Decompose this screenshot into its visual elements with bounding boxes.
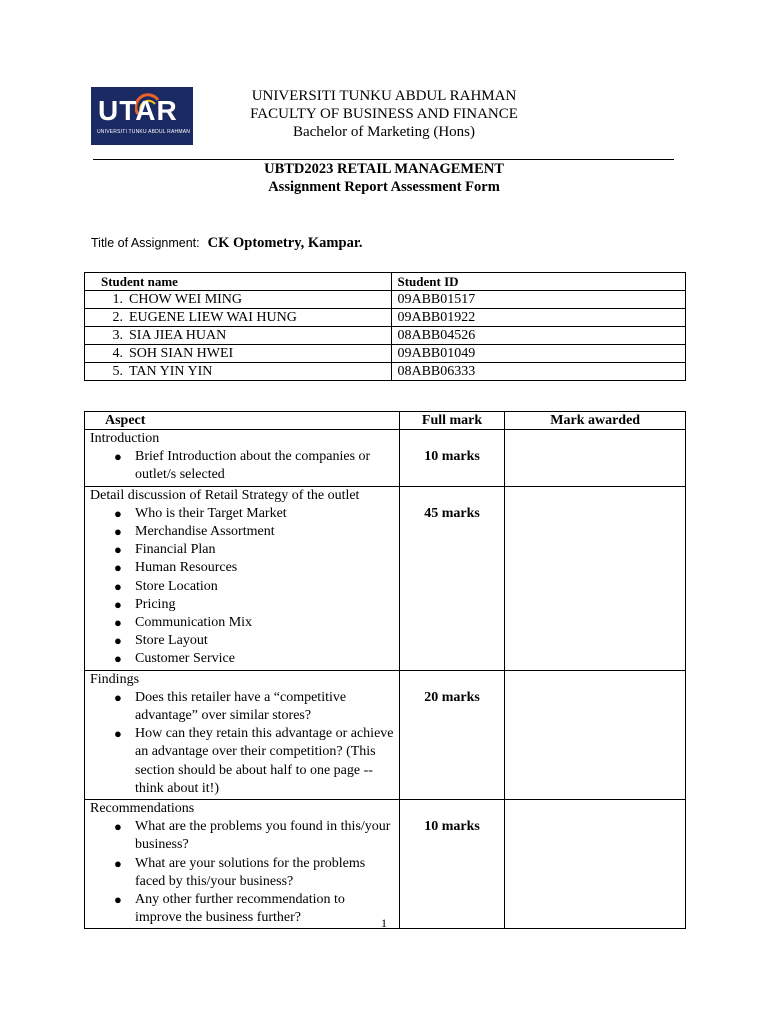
table-row	[85, 486, 686, 670]
student-name-cell	[85, 345, 392, 363]
list-item	[90, 578, 399, 596]
list-item	[90, 523, 399, 541]
bullet-icon: ●	[114, 542, 122, 558]
list-item	[90, 855, 399, 891]
student-name: SOH SIAN HWEI	[129, 346, 234, 361]
faculty-name: FACULTY OF BUSINESS AND FINANCE	[250, 106, 518, 122]
criterion-text: What are the problems you found in this/your business?	[135, 819, 391, 853]
criterion-text: Does this retailer have a “competitive advantage” over similar stores?	[135, 689, 347, 724]
criterion-text: Who is their Target Market	[135, 505, 287, 521]
full-mark-header: Full mark	[399, 412, 505, 430]
aspect-cell	[85, 670, 400, 799]
university-name: UNIVERSITI TUNKU ABDUL RAHMAN	[251, 88, 517, 104]
table-row	[85, 309, 686, 327]
assignment-title-label: Title of Assignment:	[91, 236, 200, 250]
aspect-criteria	[90, 448, 399, 484]
full-mark-cell	[399, 800, 505, 929]
aspect-cell	[85, 800, 400, 929]
student-id-header: Student ID	[392, 273, 686, 291]
bullet-icon: ●	[114, 819, 122, 835]
logo-text: UTAR	[98, 95, 178, 126]
mark-awarded-cell	[505, 670, 686, 799]
student-name-header: Student name	[85, 273, 392, 291]
criterion-text: Brief Introduction about the companies or outlet/s selected	[135, 449, 371, 483]
aspect-criteria	[90, 689, 399, 798]
list-item	[90, 505, 399, 523]
assignment-title-value: CK Optometry, Kampar.	[207, 235, 363, 251]
criterion-text: Merchandise Assortment	[135, 524, 275, 540]
criterion-text: Pricing	[135, 596, 176, 612]
student-table	[84, 272, 686, 381]
bullet-icon: ●	[114, 449, 122, 465]
student-id: 08ABB04526	[392, 327, 686, 345]
bullet-icon: ●	[114, 892, 122, 908]
bullet-icon: ●	[114, 726, 122, 742]
bullet-icon: ●	[114, 505, 122, 521]
row-number: 2.	[112, 310, 123, 325]
student-name: SIA JIEA HUAN	[129, 328, 227, 343]
criterion-text: Human Resources	[135, 560, 238, 576]
bullet-icon: ●	[114, 855, 122, 871]
student-id: 09ABB01922	[392, 309, 686, 327]
aspect-header: Aspect	[85, 412, 400, 430]
bullet-icon: ●	[114, 689, 122, 705]
assessment-table-header	[85, 412, 686, 430]
student-table-header	[85, 273, 686, 291]
aspect-cell	[85, 486, 400, 670]
bullet-icon: ●	[114, 596, 122, 612]
page-number: 1	[381, 916, 387, 930]
student-name: EUGENE LIEW WAI HUNG	[129, 310, 297, 325]
table-row	[85, 363, 686, 381]
bullet-icon: ●	[114, 615, 122, 631]
criterion-text: Store Location	[135, 578, 218, 594]
mark-awarded-header: Mark awarded	[505, 412, 686, 430]
course-title: UBTD2023 RETAIL MANAGEMENT	[264, 161, 504, 177]
list-item	[90, 614, 399, 632]
full-mark: 20 marks	[424, 689, 480, 705]
bullet-icon: ●	[114, 578, 122, 594]
list-item	[90, 596, 399, 614]
criterion-text: Customer Service	[135, 651, 235, 667]
full-mark: 10 marks	[424, 449, 480, 464]
bullet-icon: ●	[114, 651, 122, 667]
list-item	[90, 541, 399, 559]
table-row	[85, 430, 686, 487]
student-name-cell	[85, 309, 392, 327]
list-item	[90, 650, 399, 668]
aspect-criteria	[90, 818, 399, 927]
student-name-cell	[85, 363, 392, 381]
row-number: 5.	[112, 364, 123, 379]
bullet-icon: ●	[114, 524, 122, 540]
mark-awarded-cell	[505, 800, 686, 929]
list-item	[90, 725, 399, 798]
criterion-text: Communication Mix	[135, 615, 253, 631]
student-id: 09ABB01517	[392, 291, 686, 309]
full-mark-cell	[399, 670, 505, 799]
student-name-cell	[85, 327, 392, 345]
criterion-text: Any other further recommendation to improve the business further?	[135, 892, 345, 926]
bullet-icon: ●	[114, 633, 122, 649]
full-mark: 45 marks	[424, 505, 480, 521]
student-name: TAN YIN YIN	[129, 364, 213, 379]
list-item	[90, 689, 399, 725]
full-mark: 10 marks	[424, 819, 480, 835]
programme-name: Bachelor of Marketing (Hons)	[292, 124, 476, 140]
row-number: 4.	[112, 346, 123, 361]
utar-logo	[91, 87, 193, 145]
table-row	[85, 800, 686, 929]
aspect-title: Detail discussion of Retail Strategy of the outlet	[90, 487, 360, 503]
mark-awarded-cell	[505, 430, 686, 487]
assignment-title-line	[91, 234, 363, 252]
list-item	[90, 632, 399, 650]
assessment-table	[84, 411, 686, 929]
bullet-icon: ●	[114, 560, 122, 576]
form-title: Assignment Report Assessment Form	[268, 179, 500, 195]
table-row	[85, 291, 686, 309]
list-item	[90, 818, 399, 854]
student-name-cell	[85, 291, 392, 309]
criterion-text: Store Layout	[135, 633, 208, 649]
aspect-criteria	[90, 505, 399, 669]
aspect-title: Recommendations	[90, 801, 195, 817]
student-name: CHOW WEI MING	[129, 292, 243, 307]
logo-subtext: UNIVERSITI TUNKU ABDUL RAHMAN	[97, 129, 191, 135]
list-item	[90, 448, 399, 484]
student-id: 08ABB06333	[392, 363, 686, 381]
row-number: 3.	[112, 328, 123, 343]
table-row	[85, 345, 686, 363]
criterion-text: What are your solutions for the problems faced by this/your business?	[135, 855, 366, 889]
row-number: 1.	[112, 292, 123, 307]
criterion-text: How can they retain this advantage or achieve an advantage over their competition? (This section should be about half to one page -- think about it!)	[135, 726, 394, 796]
aspect-cell	[85, 430, 400, 487]
table-row	[85, 670, 686, 799]
aspect-title: Findings	[90, 671, 140, 687]
table-row	[85, 327, 686, 345]
mark-awarded-cell	[505, 486, 686, 670]
student-id: 09ABB01049	[392, 345, 686, 363]
full-mark-cell	[399, 486, 505, 670]
list-item	[90, 559, 399, 577]
criterion-text: Financial Plan	[135, 542, 216, 558]
aspect-title: Introduction	[90, 431, 160, 446]
header-divider	[93, 159, 674, 160]
full-mark-cell	[399, 430, 505, 487]
